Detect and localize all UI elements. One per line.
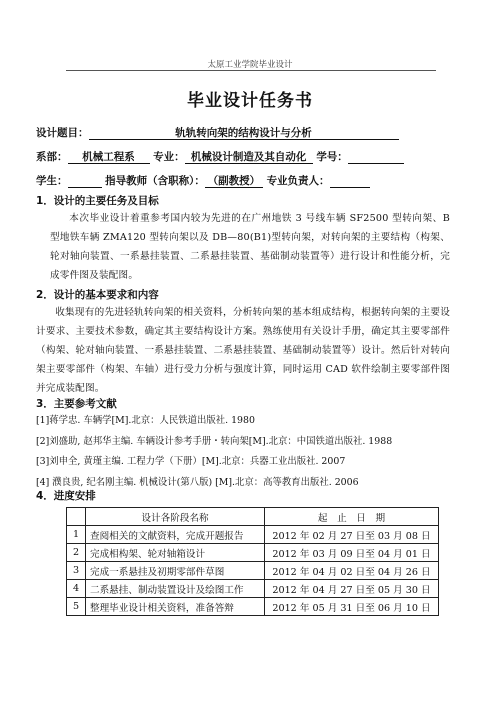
topic-line (36, 125, 399, 140)
topic-label: 设计题目： (36, 127, 89, 139)
table-row (67, 580, 439, 598)
student-label: 学生： (36, 175, 68, 187)
major-value: 机械设计制造及其自动化 (185, 151, 313, 164)
row-index: 2 (67, 544, 86, 562)
section-2-heading: 2．设计的基本要求和内容 (36, 289, 159, 301)
student-line (36, 173, 370, 188)
major-lead-value (330, 187, 370, 188)
row-dates: 2012 年 05 月 31 日至 06 月 10 日 (265, 598, 439, 616)
row-index: 3 (67, 562, 86, 580)
row-index: 5 (67, 598, 86, 616)
reference-item: [1]蒋学忠. 车辆学[M].北京：人民铁道出版社. 1980 (36, 415, 255, 426)
section-1-paragraph: 本次毕业设计着重参考国内较为先进的在广州地铁 3 号线车辆 SF2500 型转向架、B 型地铁车辆 ZMA120 型转向架以及 DB—80(B1)型转向架，对转向架的主要结构（构架、轮对轴向装置、一系悬挂装置、二系悬挂装置、基础制动装置等）进行设计和性能分析，完成零件图及装配图。 (50, 213, 450, 281)
stage-header: 设计各阶段名称 (86, 508, 265, 526)
reference-list (36, 411, 476, 493)
section-4-heading: 4．进度安排 (36, 490, 96, 502)
row-index: 4 (67, 580, 86, 598)
row-index: 1 (67, 526, 86, 544)
section-3-heading: 3．主要参考文献 (36, 398, 117, 410)
page-title: 毕业设计任务书 (187, 91, 313, 111)
reference-item: [4] 濮良贵, 纪名刚主编. 机械设计(第八版) [M].北京：高等教育出版社. 2006 (36, 476, 359, 488)
row-dates: 2012 年 03 月 09 日至 04 月 01 日 (265, 544, 439, 562)
table-row (67, 544, 439, 562)
dept-line (36, 149, 404, 164)
table-row (67, 562, 439, 580)
student-value (68, 187, 102, 188)
section-2-paragraph: 收集现有的先进轻轨转向架的相关资料，分析转向架的基本组成结构，根据转向架的主要设计要求、主要技术参数，确定其主要结构设计方案。熟练使用有关设计手册，确定其主要零部件（构架、轮对轴向装置、一系悬挂装置、二系悬挂装置、基础制动装置等）设计。然后针对转向架主要零部件（构架、车轴）进行受力分析与强度计算，同时运用 CAD 软件绘制主要零部件图并完成装配图。 (36, 307, 450, 394)
student-id-label: 学号： (316, 151, 348, 163)
running-header: 太原工业学院毕业设计 (207, 60, 293, 70)
index-header (67, 508, 86, 526)
row-stage: 完成相构架、轮对轴箱设计 (86, 544, 265, 562)
row-stage: 查阅相关的文献资料，完成开题报告 (86, 526, 265, 544)
row-stage: 整理毕业设计相关资料，准备答辩 (86, 598, 265, 616)
major-lead-label: 专业负责人： (266, 175, 330, 187)
dept-label: 系部： (36, 151, 68, 163)
major-label: 专业： (153, 151, 185, 163)
section-1-heading: 1．设计的主要任务及目标 (36, 195, 159, 207)
student-id-value (348, 163, 404, 164)
reference-item: [3]刘申全, 黄瑾主编. 工程力学（下册）[M].北京：兵器工业出版社. 2007 (36, 456, 346, 467)
header-rule (66, 70, 436, 71)
schedule-header-row (67, 508, 439, 526)
dates-header: 起 止 日 期 (265, 508, 439, 526)
row-stage: 完成一系悬挂及初期零部件草图 (86, 562, 265, 580)
table-row (67, 598, 439, 616)
row-dates: 2012 年 02 月 27 日至 03 月 08 日 (265, 526, 439, 544)
advisor-label: 指导教师（含职称）： (105, 175, 205, 187)
topic-value: 轨轨转向架的结构设计与分析 (89, 127, 399, 140)
dept-value: 机械工程系 (68, 151, 150, 164)
advisor-value: （副教授） (205, 175, 263, 188)
schedule-table (66, 507, 439, 616)
row-dates: 2012 年 04 月 02 日至 04 月 26 日 (265, 562, 439, 580)
reference-item: [2]刘盛助, 赵邦华主编. 车辆设计参考手册・转向架[M].北京：中国铁道出版社. 1988 (36, 435, 393, 447)
row-dates: 2012 年 04 月 27 日至 05 月 30 日 (265, 580, 439, 598)
row-stage: 二系悬挂、制动装置设计及绘图工作 (86, 580, 265, 598)
table-row (67, 526, 439, 544)
